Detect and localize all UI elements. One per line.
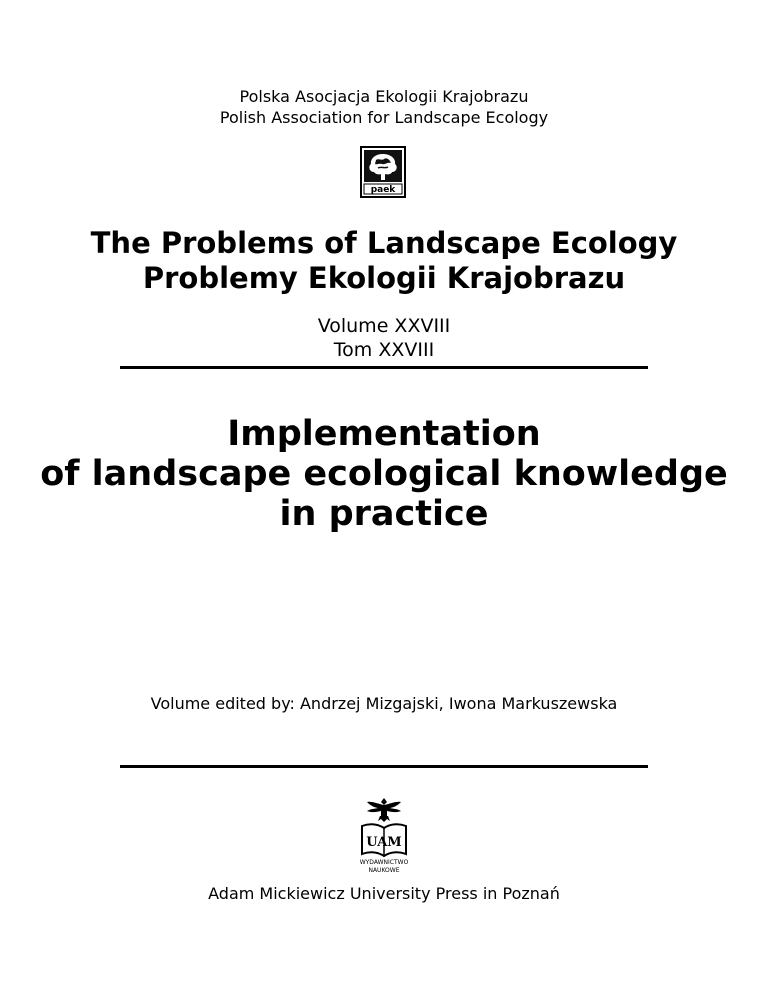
- eagle-book-logo-icon: [354, 796, 414, 874]
- uam-monogram: UAM: [366, 835, 402, 850]
- book-title-line-3: in practice: [279, 494, 489, 534]
- volume-editors: Volume edited by: Andrzej Mizgajski, Iwona Markuszewska: [150, 694, 618, 713]
- series-title-pl: Problemy Ekologii Krajobrazu: [142, 261, 626, 295]
- top-divider: [120, 366, 648, 369]
- tree-logo-icon: [360, 146, 406, 198]
- publisher-name: Adam Mickiewicz University Press in Poznań: [208, 884, 560, 903]
- uam-logo-line-2: NAUKOWE: [368, 867, 400, 874]
- volume-pl: Tom XXVIII: [333, 339, 435, 361]
- bottom-divider: [120, 765, 648, 768]
- uam-logo-line-1: WYDAWNICTWO: [359, 859, 409, 866]
- association-polish-name: Polska Asocjacja Ekologii Krajobrazu: [239, 87, 529, 106]
- association-english-name: Polish Association for Landscape Ecology: [219, 108, 549, 127]
- paek-logo-text: paek: [370, 185, 396, 195]
- book-title-line-1: Implementation: [227, 414, 541, 454]
- series-title-en: The Problems of Landscape Ecology: [90, 226, 678, 260]
- paek-logo: [360, 146, 406, 198]
- uam-press-logo: [354, 796, 414, 874]
- volume-en: Volume XXVIII: [317, 315, 451, 337]
- book-title-line-2: of landscape ecological knowledge: [40, 454, 728, 494]
